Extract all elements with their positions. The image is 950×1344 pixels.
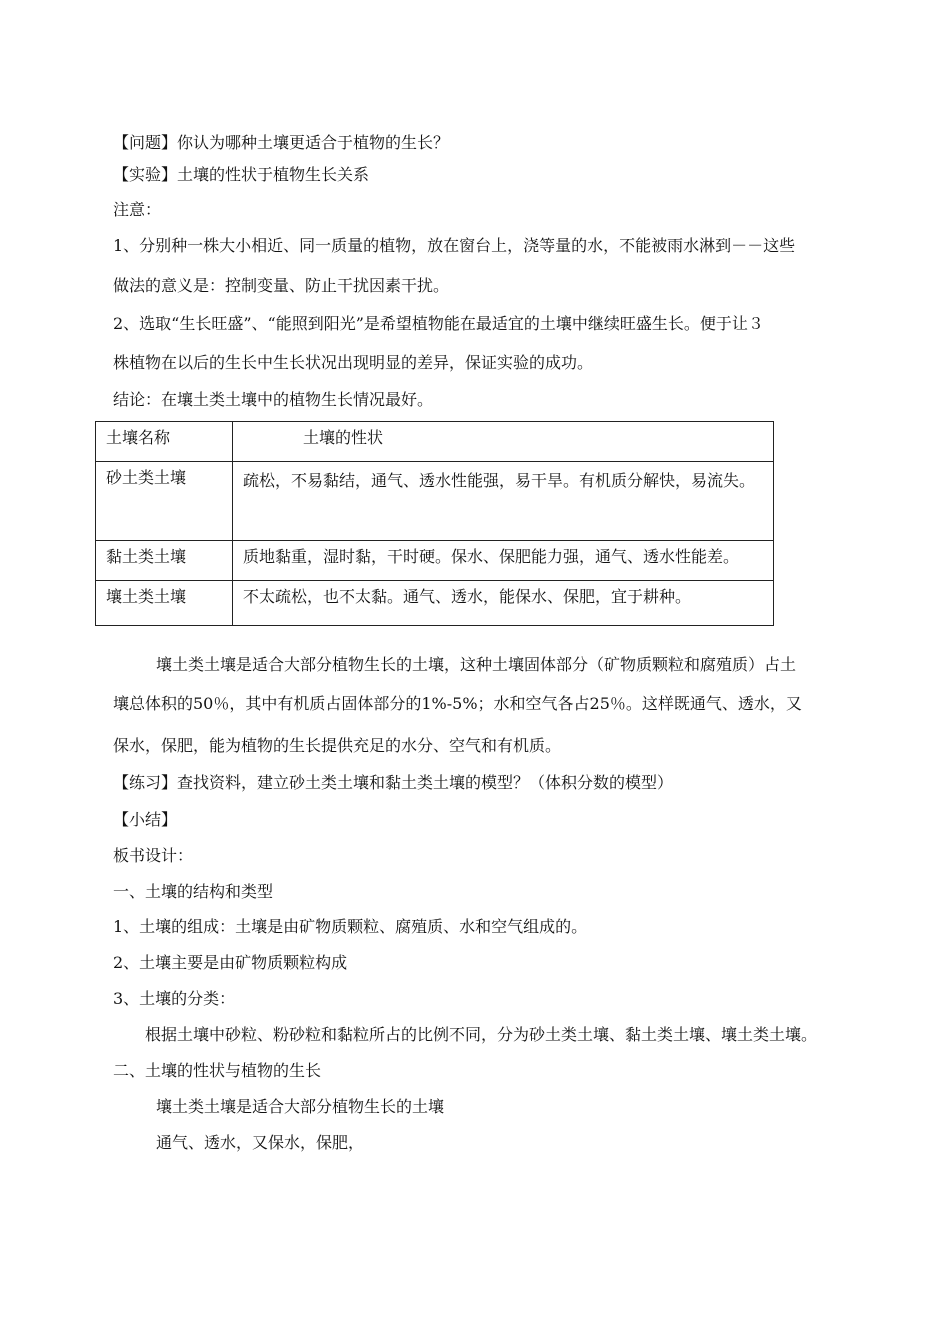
table-cell-prop: 不太疏松，也不太黏。通气、透水，能保水、保肥，宜于耕种。 xyxy=(233,581,774,626)
table-cell-name: 壤土类土壤 xyxy=(96,581,233,626)
table-header-row xyxy=(96,422,774,462)
note2-line-a: 2、选取“生长旺盛”、“能照到阳光”是希望植物能在最适宜的土壤中继续旺盛生长。便于让３ xyxy=(113,314,764,333)
practice-line: 【练习】查找资料，建立砂土类土壤和黏土类土壤的模型？（体积分数的模型） xyxy=(113,773,674,792)
table-row xyxy=(96,541,774,581)
section-2-line-a: 壤土类土壤是适合大部分植物生长的土壤 xyxy=(156,1097,445,1116)
section-1-item-2: 2、土壤主要是由矿物质颗粒构成 xyxy=(113,953,348,972)
section-2-line-b: 通气、透水，又保水，保肥， xyxy=(156,1133,365,1152)
note-heading: 注意： xyxy=(113,200,162,219)
table-cell-prop: 质地黏重，湿时黏，干时硬。保水、保肥能力强，通气、透水性能差。 xyxy=(233,541,774,581)
summary-heading: 【小结】 xyxy=(113,810,178,829)
note2-line-b: 株植物在以后的生长中生长状况出现明显的差异，保证实验的成功。 xyxy=(113,353,594,372)
board-design-title: 板书设计： xyxy=(113,846,194,865)
table-header-prop: 土壤的性状 xyxy=(233,422,774,462)
paragraph-line-2: 壤总体积的50％，其中有机质占固体部分的1%-5%；水和空气各占25％。这样既通气、透水，又 xyxy=(113,694,802,713)
section-1-item-3: 3、土壤的分类： xyxy=(113,989,236,1008)
table-cell-name: 黏土类土壤 xyxy=(96,541,233,581)
paragraph-line-3: 保水，保肥，能为植物的生长提供充足的水分、空气和有机质。 xyxy=(113,736,562,755)
table-row xyxy=(96,462,774,541)
paragraph-line-1: 壤土类土壤是适合大部分植物生长的土壤，这种土壤固体部分（矿物质颗粒和腐殖质）占土 xyxy=(156,655,797,674)
experiment-line: 【实验】土壤的性状于植物生长关系 xyxy=(113,165,370,184)
table-cell-name: 砂土类土壤 xyxy=(96,462,233,541)
table-header-name: 土壤名称 xyxy=(96,422,233,462)
table-cell-prop: 疏松，不易黏结，通气、透水性能强，易干旱。有机质分解快，易流失。 xyxy=(233,462,774,541)
section-1-heading: 一、土壤的结构和类型 xyxy=(113,882,274,901)
section-1-item-1: 1、土壤的组成：土壤是由矿物质颗粒、腐殖质、水和空气组成的。 xyxy=(113,917,588,936)
table-row xyxy=(96,581,774,626)
soil-properties-table xyxy=(95,421,774,626)
question-line: 【问题】你认为哪种土壤更适合于植物的生长？ xyxy=(113,133,450,152)
note1-line-a: 1、分别种一株大小相近、同一质量的植物，放在窗台上，浇等量的水，不能被雨水淋到－－这些 xyxy=(113,236,796,255)
section-1-item-3-detail: 根据土壤中砂粒、粉砂粒和黏粒所占的比例不同，分为砂土类土壤、黏土类土壤、壤土类土壤。 xyxy=(145,1025,818,1044)
note1-line-b: 做法的意义是：控制变量、防止干扰因素干扰。 xyxy=(113,276,450,295)
conclusion-line: 结论：在壤土类土壤中的植物生长情况最好。 xyxy=(113,390,434,409)
section-2-heading: 二、土壤的性状与植物的生长 xyxy=(113,1061,322,1080)
